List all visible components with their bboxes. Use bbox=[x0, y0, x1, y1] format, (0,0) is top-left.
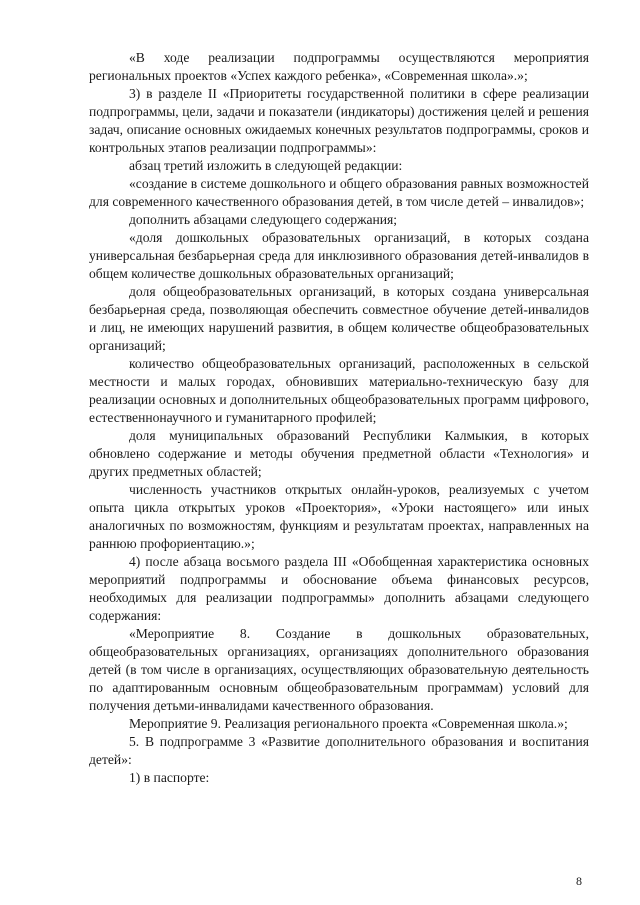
paragraph-6: «доля дошкольных образовательных организаций, в которых создана универсальная безбарьерная среда для инклюзивного образования детей-инвалидов в общем количестве дошкольных образовательных организаций; bbox=[89, 230, 589, 281]
paragraph-12: «Мероприятие 8. Создание в дошкольных образовательных, общеобразовательных организациях, организациях дополнительного образования детей (в том числе в организациях, осуществляющих образовательную деятельность по адаптированным основным общеобразовательным программам) условий для получения детьми-инвалидами качественного образования. bbox=[89, 626, 589, 713]
paragraph-5: дополнить абзацами следующего содержания; bbox=[129, 212, 398, 227]
document-body bbox=[89, 49, 589, 787]
paragraph-9: доля муниципальных образований Республики Калмыкия, в которых обновлено содержание и методы обучения предметной области «Технология» и других предметных областей; bbox=[89, 428, 589, 479]
paragraph-13: Мероприятие 9. Реализация регионального проекта «Современная школа.»; bbox=[129, 716, 568, 731]
paragraph-10: численность участников открытых онлайн-уроков, реализуемых с учетом опыта цикла открытых уроков «Проектория», «Уроки настоящего» или иных аналогичных по возможностям, функциям и результатам проектах, направленных на раннюю профориентацию.»; bbox=[89, 482, 589, 551]
paragraph-11: 4) после абзаца восьмого раздела III «Обобщенная характеристика основных мероприятий подпрограммы и обоснование объема финансовых ресурсов, необходимых для реализации подпрограммы» дополнить абзацами следующего содержания: bbox=[89, 554, 589, 623]
page-number: 8 bbox=[576, 874, 582, 888]
paragraph-7: доля общеобразовательных организаций, в которых создана универсальная безбарьерная среда, позволяющая обеспечить совместное обучение детей-инвалидов и лиц, не имеющих нарушений развития, в общем количестве общеобразовательных организаций; bbox=[89, 284, 589, 353]
paragraph-8: количество общеобразовательных организаций, расположенных в сельской местности и малых городах, обновивших материально-техническую базу для реализации основных и дополнительных общеобразовательных программ цифрового, естественнонаучного и гуманитарного профилей; bbox=[89, 356, 589, 425]
paragraph-4: «создание в системе дошкольного и общего образования равных возможностей для современного качественного образования детей, в том числе детей – инвалидов»; bbox=[89, 176, 589, 209]
paragraph-1: «В ходе реализации подпрограммы осуществляются мероприятия региональных проектов «Успех каждого ребенка», «Современная школа».»; bbox=[89, 50, 589, 83]
paragraph-14: 5. В подпрограмме 3 «Развитие дополнительного образования и воспитания детей»: bbox=[89, 734, 589, 767]
paragraph-3: абзац третий изложить в следующей редакции: bbox=[129, 158, 403, 173]
paragraph-15: 1) в паспорте: bbox=[129, 770, 210, 785]
paragraph-2: 3) в разделе II «Приоритеты государственной политики в сфере реализации подпрограммы, цели, задачи и показатели (индикаторы) достижения целей и решения задач, описание основных ожидаемых конечных результатов подпрограммы, сроков и контрольных этапов реализации подпрограммы»: bbox=[89, 86, 589, 155]
